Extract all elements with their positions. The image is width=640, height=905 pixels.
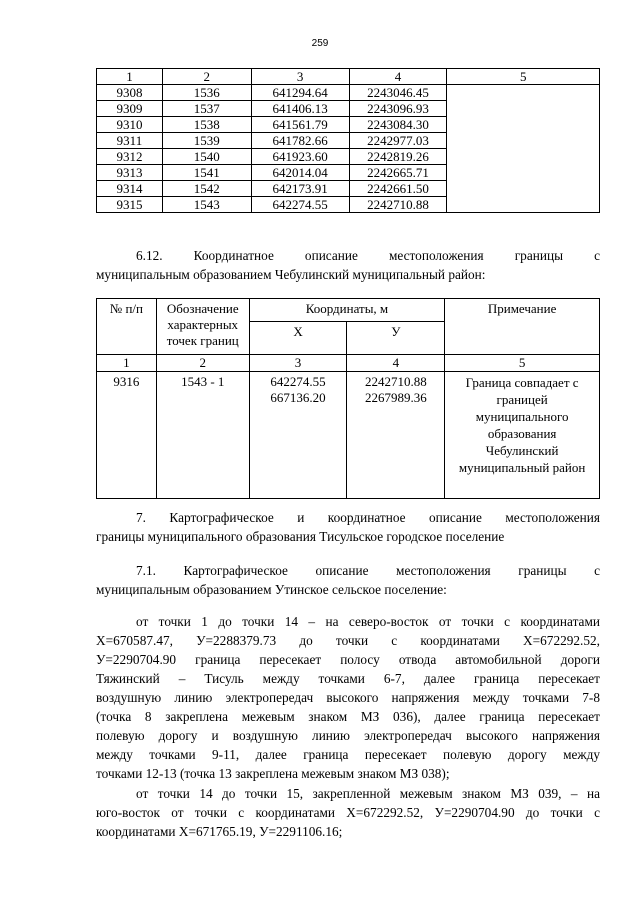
x-coordinate: 641782.66: [251, 133, 349, 149]
row-number: 9312: [97, 149, 163, 165]
header-points: Обозначение характерных точек границ: [156, 299, 249, 355]
x-value: 667136.20: [270, 390, 326, 405]
x-coordinate: 642274.55: [251, 197, 349, 213]
table-header-row: [97, 299, 600, 322]
x-coordinate: 641561.79: [251, 117, 349, 133]
header-y: У: [347, 322, 445, 355]
text-line: 7.1. Картографическое описание местоположения границы с: [136, 563, 600, 578]
boundary-description-2: [96, 784, 600, 841]
number-cell: 1: [97, 355, 157, 372]
y-value: 2267989.36: [364, 390, 427, 405]
y-coordinate: 2242665.71: [349, 165, 447, 181]
text-line: точками 12-13 (точка 13 закреплена межевым знаком МЗ 038);: [96, 766, 450, 781]
table-number-row: [97, 355, 600, 372]
point-id: 1542: [162, 181, 251, 197]
section-7-1-heading: [96, 561, 600, 599]
x-coordinate: 641406.13: [251, 101, 349, 117]
x-coordinate: 642173.91: [251, 181, 349, 197]
y-coordinate: 2242977.03: [349, 133, 447, 149]
row-points: 1543 - 1: [156, 372, 249, 499]
x-coordinate: 641923.60: [251, 149, 349, 165]
y-coordinate: 2243046.45: [349, 85, 447, 101]
row-y: [347, 372, 445, 499]
header-cell: 2: [162, 69, 251, 85]
point-id: 1539: [162, 133, 251, 149]
number-cell: 4: [347, 355, 445, 372]
coordinates-table-body: [97, 69, 600, 213]
note-cell: [447, 85, 600, 213]
chebulinsky-boundary-table: [96, 298, 600, 499]
x-coordinate: 642014.04: [251, 165, 349, 181]
point-id: 1536: [162, 85, 251, 101]
text-line: координатами X=671765.19, У=2291106.16;: [96, 824, 343, 839]
y-coordinate: 2242819.26: [349, 149, 447, 165]
row-number: 9308: [97, 85, 163, 101]
table-row: [97, 85, 600, 101]
section-6-12-text: [96, 246, 600, 284]
row-number: 9316: [97, 372, 157, 499]
header-cell: 5: [447, 69, 600, 85]
text-line: муниципальным образованием Чебулинский муниципальный район:: [96, 267, 486, 282]
section-7-heading: [96, 508, 600, 546]
coordinates-table-continued: [96, 68, 600, 213]
point-id: 1538: [162, 117, 251, 133]
row-number: 9309: [97, 101, 163, 117]
y-coordinate: 2243084.30: [349, 117, 447, 133]
page-number: 259: [311, 38, 329, 49]
table-header-row: [97, 69, 600, 85]
row-x: [249, 372, 347, 499]
x-coordinate: 641294.64: [251, 85, 349, 101]
row-number: 9314: [97, 181, 163, 197]
table-row: [97, 372, 600, 499]
header-x: X: [249, 322, 347, 355]
header-cell: 3: [251, 69, 349, 85]
row-number: 9313: [97, 165, 163, 181]
header-cell: 4: [349, 69, 447, 85]
text-line: Тяжинский – Тисуль между точками 6-7, далее граница пересекает: [96, 671, 600, 686]
text-line: от точки 1 до точки 14 – на северо-восток от точки с координатами: [136, 614, 600, 629]
text-line: 7. Картографическое и координатное описание местоположения: [136, 510, 600, 525]
row-number: 9315: [97, 197, 163, 213]
header-coordinates: Координаты, м: [249, 299, 445, 322]
point-id: 1541: [162, 165, 251, 181]
row-number: 9310: [97, 117, 163, 133]
text-line: воздушную линию электропередач высокого напряжения между точками 7-8: [96, 690, 600, 705]
text-line: 6.12. Координатное описание местоположения границы с: [136, 248, 600, 263]
text-line: X=670587.47, У=2288379.73 до точки с координатами X=672292.52,: [96, 633, 600, 648]
y-coordinate: 2242661.50: [349, 181, 447, 197]
point-id: 1537: [162, 101, 251, 117]
point-id: 1540: [162, 149, 251, 165]
text-line: от точки 14 до точки 15, закрепленной межевым знаком МЗ 039, – на: [136, 786, 600, 801]
text-line: полевую дорогу и воздушную линию электропередач высокого напряжения: [96, 728, 600, 743]
text-line: между точками 9-11, далее граница пересекает полевую дорогу между: [96, 747, 600, 762]
header-note: Примечание: [445, 299, 600, 355]
header-number: № п/п: [97, 299, 157, 355]
text-line: юго-восток от точки с координатами X=672292.52, У=2290704.90 до точки с: [96, 805, 600, 820]
point-id: 1543: [162, 197, 251, 213]
text-line: У=2290704.90 граница пересекает полосу отвода автомобильной дороги: [96, 652, 600, 667]
text-line: границы муниципального образования Тисульское городское поселение: [96, 529, 505, 544]
boundary-description-1: [96, 612, 600, 783]
row-number: 9311: [97, 133, 163, 149]
y-value: 2242710.88: [364, 374, 427, 389]
number-cell: 3: [249, 355, 347, 372]
text-line: муниципальным образованием Утинское сельское поселение:: [96, 582, 447, 597]
y-coordinate: 2242710.88: [349, 197, 447, 213]
y-coordinate: 2243096.93: [349, 101, 447, 117]
number-cell: 5: [445, 355, 600, 372]
text-line: (точка 8 закреплена межевым знаком МЗ 036), далее граница пересекает: [96, 709, 600, 724]
number-cell: 2: [156, 355, 249, 372]
header-cell: 1: [97, 69, 163, 85]
row-note: Граница совпадает с границей муниципального образования Чебулинский муниципальный район: [445, 372, 600, 499]
x-value: 642274.55: [270, 374, 326, 389]
